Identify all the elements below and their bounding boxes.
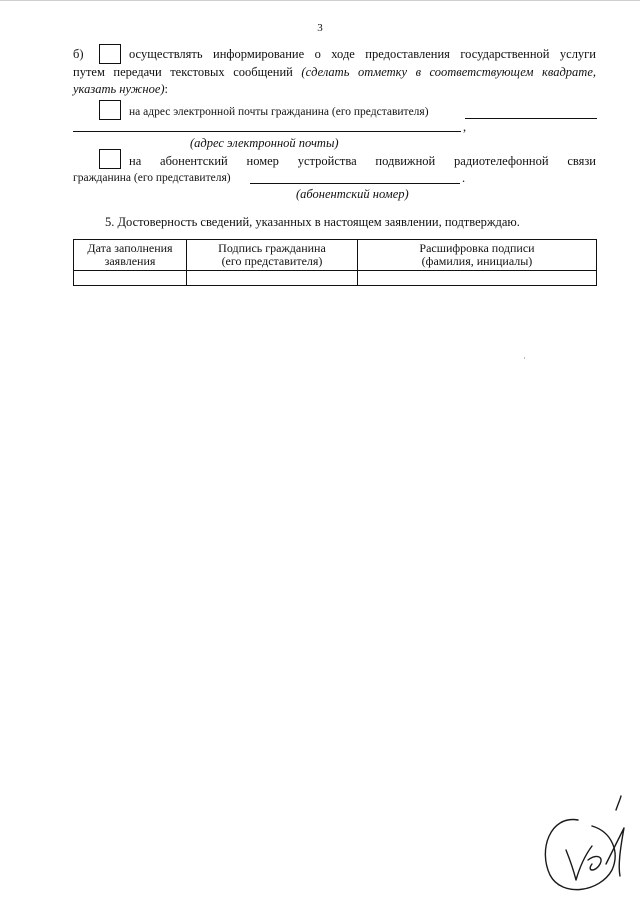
phone-option-line-1: на абонентский номер устройства подвижной радиотелефонной связи	[129, 154, 596, 168]
email-address-field-continuation[interactable]	[73, 131, 461, 132]
header-signature-line-1: Подпись гражданина	[218, 241, 326, 255]
header-decoding-line-1: Расшифровка подписи	[419, 241, 535, 255]
section-b-line-2	[73, 64, 596, 80]
phone-number-caption: (абонентский номер)	[296, 187, 409, 201]
phone-number-period: .	[462, 171, 466, 185]
header-date-line-1: Дата заполнения	[87, 241, 173, 255]
header-signature	[187, 240, 358, 271]
email-address-comma: ,	[463, 120, 467, 134]
email-option-label: на адрес электронной почты гражданина (его представителя)	[129, 106, 429, 118]
section-b-line-1: осуществлять информирование о ходе предоставления государственной услуги	[129, 47, 596, 61]
header-signature-line-2: (его представителя)	[221, 254, 323, 268]
section-b-line-3	[73, 81, 168, 97]
signature-table	[73, 239, 597, 286]
email-address-caption: (адрес электронной почты)	[190, 136, 339, 150]
cell-decoding[interactable]	[358, 271, 597, 286]
email-address-field[interactable]	[465, 118, 597, 119]
email-option-checkbox[interactable]	[99, 100, 121, 120]
section-b-line-3-note: указать нужное)	[73, 82, 165, 96]
handwritten-signature	[520, 780, 640, 900]
phone-option-line-2: гражданина (его представителя)	[73, 172, 231, 184]
cell-date[interactable]	[74, 271, 187, 286]
signature-table-header-row	[74, 240, 597, 271]
phone-number-field[interactable]	[250, 183, 460, 184]
table-row	[74, 271, 597, 286]
scan-speck	[524, 357, 525, 359]
section-b-marker: б)	[73, 47, 84, 61]
page-number: 3	[317, 22, 323, 34]
header-decoding	[358, 240, 597, 271]
header-decoding-line-2: (фамилия, инициалы)	[421, 254, 533, 268]
section-b-line-3-colon: :	[164, 82, 169, 96]
header-date	[74, 240, 187, 271]
page-top-edge	[0, 0, 640, 1]
cell-signature[interactable]	[187, 271, 358, 286]
section-b-checkbox[interactable]	[99, 44, 121, 64]
section-5-text: 5. Достоверность сведений, указанных в настоящем заявлении, подтверждаю.	[105, 215, 520, 229]
header-date-line-2: заявления	[104, 254, 156, 268]
section-b-line-2-note: (сделать отметку в соответствующем квадрате,	[301, 65, 596, 79]
phone-option-checkbox[interactable]	[99, 149, 121, 169]
section-b-line-2-text: путем передачи текстовых сообщений	[73, 65, 302, 79]
